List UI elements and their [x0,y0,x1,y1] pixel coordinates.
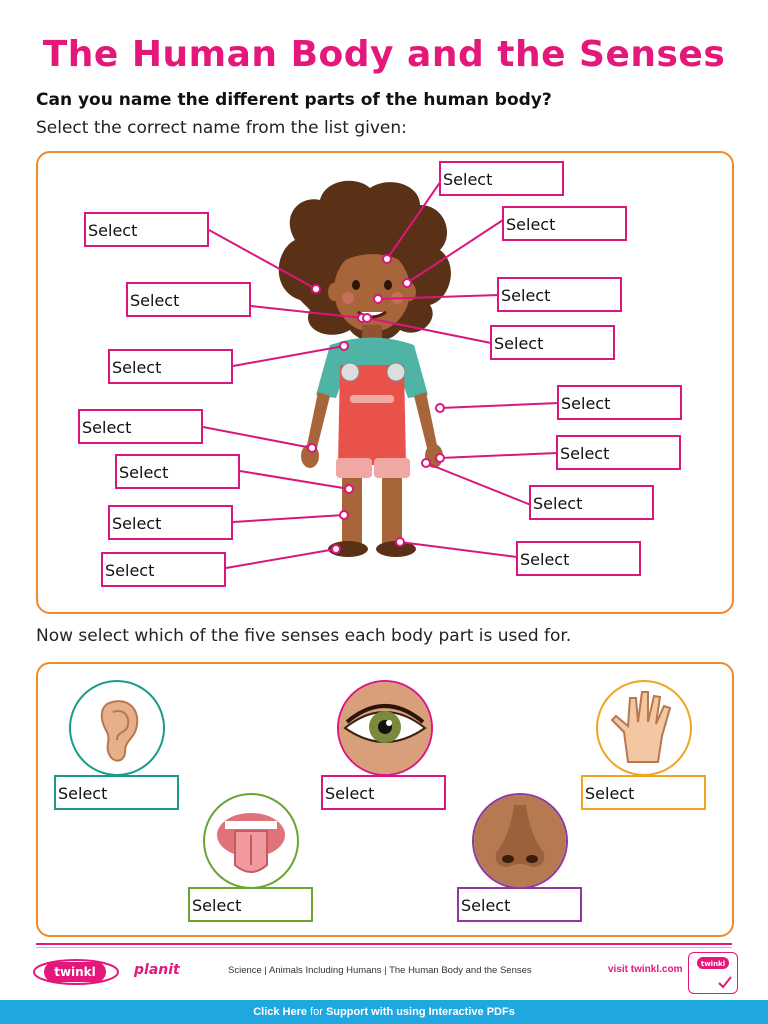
girl-illustration [279,181,451,557]
select-body-part-8[interactable]: Select [439,161,564,196]
select-body-part-13[interactable]: Select [556,435,681,470]
support-bar[interactable] [0,1000,768,1024]
page-title: The Human Body and the Senses [42,34,726,75]
select-body-part-6[interactable]: Select [108,505,233,540]
select-sense-ear[interactable]: Select [54,775,179,810]
instruction-text: Select the correct name from the list given: [36,118,407,138]
question-heading: Can you name the different parts of the human body? [36,90,552,110]
support-bar-for: for [307,1006,326,1018]
select-body-part-9[interactable]: Select [502,206,627,241]
footer-divider [36,943,732,945]
senses-instruction-text: Now select which of the five senses each body part is used for. [36,626,572,646]
select-body-part-7[interactable]: Select [101,552,226,587]
select-body-part-2[interactable]: Select [126,282,251,317]
select-body-part-10[interactable]: Select [497,277,622,312]
mouth-icon [205,795,297,887]
select-body-part-12[interactable]: Select [557,385,682,420]
support-bar-link[interactable]: Click Here [253,1006,307,1018]
select-body-part-5[interactable]: Select [115,454,240,489]
eye-image [337,680,433,776]
footer-visit-link[interactable]: visit twinkl.com [608,964,683,975]
ear-image [69,680,165,776]
select-body-part-4[interactable]: Select [78,409,203,444]
select-sense-eye[interactable]: Select [321,775,446,810]
hand-icon [598,682,690,774]
quality-badge-icon [689,953,737,993]
support-bar-text: Support with using Interactive PDFs [325,1006,515,1018]
quality-badge [688,952,738,994]
select-sense-nose[interactable]: Select [457,887,582,922]
footer-divider-light [36,947,732,948]
twinkl-logo-text: twinkl [54,965,96,979]
hand-image [596,680,692,776]
select-sense-hand[interactable]: Select [581,775,706,810]
ear-icon [71,682,163,774]
quality-badge-text: twinkl [700,960,726,968]
twinkl-logo-icon [30,954,122,988]
select-body-part-1[interactable]: Select [84,212,209,247]
eye-icon [339,682,431,774]
nose-icon [474,795,566,887]
select-body-part-14[interactable]: Select [529,485,654,520]
select-body-part-3[interactable]: Select [108,349,233,384]
planit-label: planit [134,962,180,978]
select-body-part-11[interactable]: Select [490,325,615,360]
nose-image [472,793,568,889]
select-sense-mouth[interactable]: Select [188,887,313,922]
mouth-image [203,793,299,889]
twinkl-logo[interactable] [30,954,122,988]
footer-subject: Science | Animals Including Humans | The Human Body and the Senses [228,965,532,976]
select-body-part-15[interactable]: Select [516,541,641,576]
